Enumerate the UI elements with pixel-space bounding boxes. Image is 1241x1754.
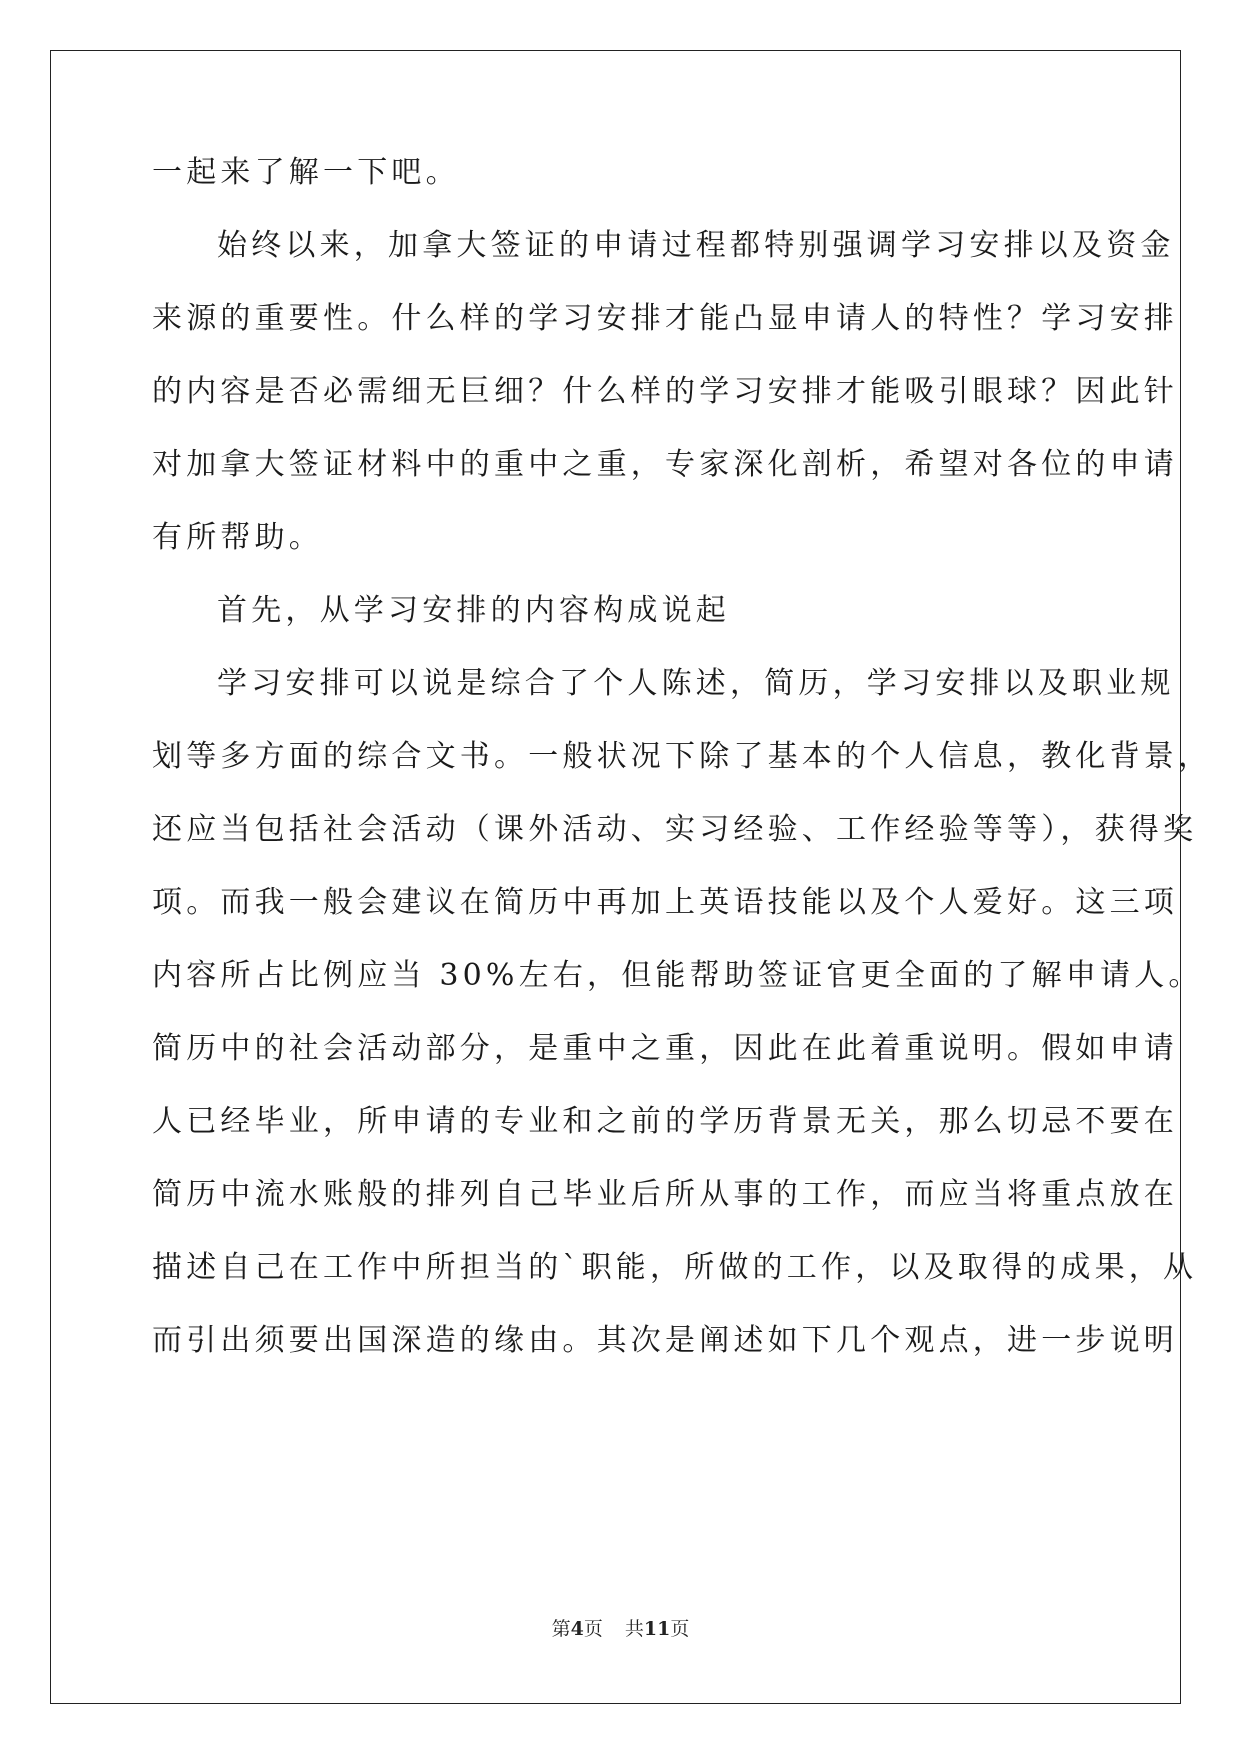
paragraph-line: 学习安排可以说是综合了个人陈述，简历，学习安排以及职业规 xyxy=(217,666,1175,701)
page-footer xyxy=(0,1616,1241,1642)
paragraph-line: 而引出须要出国深造的缘由。其次是阐述如下几个观点，进一步说明 xyxy=(152,1323,1178,1358)
total-pages: 11 xyxy=(643,1618,671,1640)
paragraph-line: 项。而我一般会建议在简历中再加上英语技能以及个人爱好。这三项 xyxy=(152,885,1178,920)
paragraph-line: 有所帮助。 xyxy=(152,520,323,555)
paragraph-line: 人已经毕业，所申请的专业和之前的学历背景无关，那么切忌不要在 xyxy=(152,1104,1178,1139)
total-suffix: 页 xyxy=(670,1618,690,1640)
paragraph-line: 始终以来，加拿大签证的申请过程都特别强调学习安排以及资金 xyxy=(217,228,1175,263)
paragraph-line: 简历中的社会活动部分，是重中之重，因此在此着重说明。假如申请 xyxy=(152,1031,1178,1066)
paragraph-line: 来源的重要性。什么样的学习安排才能凸显申请人的特性？学习安排 xyxy=(152,301,1178,336)
paragraph-line: 一起来了解一下吧。 xyxy=(152,155,460,190)
paragraph-line: 还应当包括社会活动（课外活动、实习经验、工作经验等等），获得奖 xyxy=(152,812,1198,847)
section-heading: 首先，从学习安排的内容构成说起 xyxy=(217,593,730,628)
page-number: 4 xyxy=(570,1618,584,1640)
page-suffix: 页 xyxy=(583,1618,603,1640)
total-prefix: 共 xyxy=(624,1618,644,1640)
paragraph-line: 划等多方面的综合文书。一般状况下除了基本的个人信息，教化背景， xyxy=(152,739,1213,774)
paragraph-line: 描述自己在工作中所担当的`职能，所做的工作，以及取得的成果，从 xyxy=(152,1250,1198,1285)
paragraph-line: 简历中流水账般的排列自己毕业后所从事的工作，而应当将重点放在 xyxy=(152,1177,1178,1212)
paragraph-line: 的内容是否必需细无巨细？什么样的学习安排才能吸引眼球？因此针 xyxy=(152,374,1178,409)
page-prefix: 第 xyxy=(551,1618,571,1640)
paragraph-line: 对加拿大签证材料中的重中之重，专家深化剖析，希望对各位的申请 xyxy=(152,447,1178,482)
paragraph-line: 内容所占比例应当 30%左右，但能帮助签证官更全面的了解申请人。 xyxy=(152,958,1203,993)
